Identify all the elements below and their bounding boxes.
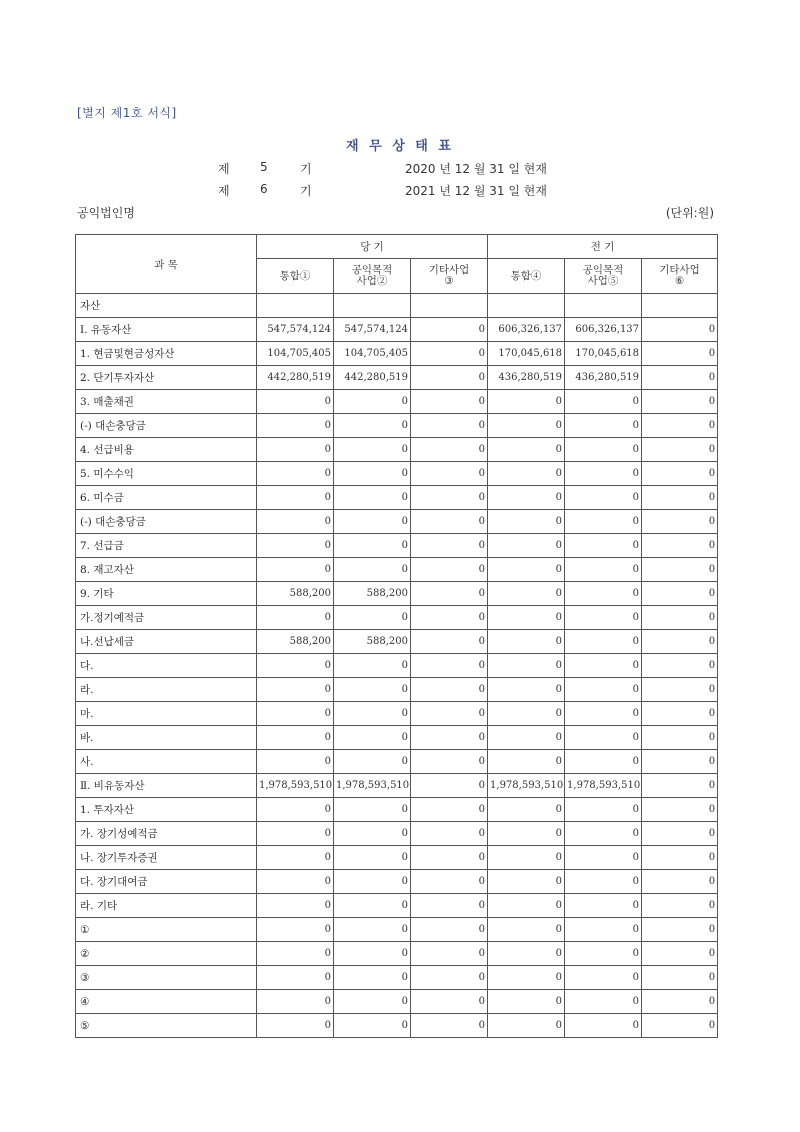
- table-row: [76, 294, 718, 318]
- amount-cell: 0: [411, 846, 488, 870]
- amount-cell: 0: [565, 822, 642, 846]
- table-row: [76, 726, 718, 750]
- amount-cell: 0: [642, 558, 718, 582]
- table-row: [76, 1014, 718, 1038]
- amount-cell: 0: [642, 846, 718, 870]
- col-header-line: 공익목적: [351, 264, 393, 276]
- amount-cell: 0: [642, 438, 718, 462]
- account-name: 자산: [76, 294, 257, 318]
- amount-cell: 104,705,405: [257, 342, 334, 366]
- amount-cell: 0: [257, 726, 334, 750]
- previous-period-header: 전 기: [488, 235, 718, 259]
- account-name: 다. 장기대여금: [76, 870, 257, 894]
- amount-cell: 0: [411, 966, 488, 990]
- amount-cell: 0: [488, 846, 565, 870]
- unit-label: (단위:원): [665, 206, 714, 220]
- table-row: [76, 486, 718, 510]
- amount-cell: 0: [565, 846, 642, 870]
- col-header-line: 통합①: [279, 269, 311, 282]
- amount-cell: 0: [488, 678, 565, 702]
- period-gi: 기: [300, 162, 312, 176]
- amount-cell: 0: [642, 318, 718, 342]
- amount-cell: 0: [257, 558, 334, 582]
- amount-cell: 442,280,519: [334, 366, 411, 390]
- amount-cell: 0: [411, 462, 488, 486]
- amount-cell: 0: [488, 438, 565, 462]
- amount-cell: 0: [642, 678, 718, 702]
- amount-cell: 588,200: [257, 582, 334, 606]
- entity-name-label: 공익법인명: [77, 206, 135, 220]
- form-label: [별지 제1호 서식]: [77, 106, 177, 120]
- amount-cell: 0: [411, 942, 488, 966]
- amount-cell: 0: [257, 870, 334, 894]
- account-name: ⑤: [76, 1014, 257, 1038]
- account-name: ②: [76, 942, 257, 966]
- amount-cell: 0: [488, 414, 565, 438]
- amount-cell: 0: [565, 582, 642, 606]
- table-row: [76, 438, 718, 462]
- amount-cell: 0: [565, 894, 642, 918]
- amount-cell: 0: [642, 918, 718, 942]
- amount-cell: 0: [642, 726, 718, 750]
- amount-cell: 0: [488, 606, 565, 630]
- amount-cell: 0: [642, 462, 718, 486]
- current-period-header: 당 기: [257, 235, 488, 259]
- amount-cell: 0: [642, 366, 718, 390]
- amount-cell: 0: [257, 990, 334, 1014]
- period-date: 2021 년 12 월 31 일 현재: [405, 184, 547, 198]
- amount-cell: 0: [334, 438, 411, 462]
- amount-cell: 0: [257, 654, 334, 678]
- amount-cell: 0: [257, 606, 334, 630]
- amount-cell: 588,200: [334, 630, 411, 654]
- amount-cell: 0: [565, 486, 642, 510]
- amount-cell: 0: [565, 606, 642, 630]
- amount-cell: 0: [565, 654, 642, 678]
- amount-cell: 436,280,519: [488, 366, 565, 390]
- account-name: 2. 단기투자자산: [76, 366, 257, 390]
- account-name: Ⅱ. 비유동자산: [76, 774, 257, 798]
- amount-cell: 0: [257, 798, 334, 822]
- amount-cell: 0: [411, 798, 488, 822]
- amount-cell: 0: [411, 918, 488, 942]
- amount-cell: 0: [257, 390, 334, 414]
- amount-cell: 0: [257, 942, 334, 966]
- amount-cell: 606,326,137: [565, 318, 642, 342]
- item-header: 과 목: [76, 235, 257, 294]
- amount-cell: 588,200: [257, 630, 334, 654]
- amount-cell: 0: [334, 750, 411, 774]
- account-name: 다.: [76, 654, 257, 678]
- account-name: 나. 장기투자증권: [76, 846, 257, 870]
- period-row-1: [0, 160, 800, 176]
- amount-cell: 0: [488, 918, 565, 942]
- amount-cell: 0: [411, 750, 488, 774]
- table-row: [76, 918, 718, 942]
- amount-cell: 0: [334, 654, 411, 678]
- amount-cell: 0: [642, 774, 718, 798]
- amount-cell: 606,326,137: [488, 318, 565, 342]
- col-header-other-previous: [642, 259, 718, 294]
- amount-cell: 0: [411, 342, 488, 366]
- amount-cell: 0: [411, 486, 488, 510]
- amount-cell: 0: [411, 438, 488, 462]
- amount-cell: 0: [488, 558, 565, 582]
- amount-cell: 0: [411, 990, 488, 1014]
- table-row: [76, 510, 718, 534]
- col-header-line: 기타사업: [659, 264, 700, 276]
- account-name: 사.: [76, 750, 257, 774]
- amount-cell: 0: [565, 414, 642, 438]
- amount-cell: 0: [642, 414, 718, 438]
- amount-cell: 0: [565, 990, 642, 1014]
- amount-cell: 0: [334, 894, 411, 918]
- amount-cell: [257, 294, 334, 318]
- col-header-total-current: [257, 259, 334, 294]
- col-header-line: ⑥: [674, 275, 685, 287]
- amount-cell: 0: [642, 870, 718, 894]
- amount-cell: 0: [565, 966, 642, 990]
- table-row: [76, 390, 718, 414]
- balance-sheet-table: [75, 234, 718, 1038]
- amount-cell: 0: [642, 510, 718, 534]
- amount-cell: 0: [488, 390, 565, 414]
- amount-cell: 0: [488, 822, 565, 846]
- amount-cell: 0: [334, 510, 411, 534]
- amount-cell: [488, 294, 565, 318]
- amount-cell: 0: [257, 486, 334, 510]
- amount-cell: 0: [565, 678, 642, 702]
- table-row: [76, 798, 718, 822]
- account-name: ③: [76, 966, 257, 990]
- amount-cell: [334, 294, 411, 318]
- amount-cell: 0: [257, 846, 334, 870]
- amount-cell: 0: [565, 558, 642, 582]
- amount-cell: 1,978,593,510: [565, 774, 642, 798]
- table-row: [76, 966, 718, 990]
- amount-cell: 0: [411, 534, 488, 558]
- account-name: 라.: [76, 678, 257, 702]
- amount-cell: 0: [411, 582, 488, 606]
- amount-cell: 0: [565, 390, 642, 414]
- amount-cell: 0: [257, 510, 334, 534]
- amount-cell: 0: [411, 702, 488, 726]
- amount-cell: 0: [488, 534, 565, 558]
- account-name: 가. 장기성예적금: [76, 822, 257, 846]
- col-header-line: ③: [444, 275, 454, 287]
- amount-cell: 0: [565, 918, 642, 942]
- amount-cell: [565, 294, 642, 318]
- amount-cell: 0: [257, 894, 334, 918]
- amount-cell: 436,280,519: [565, 366, 642, 390]
- table-row: [76, 606, 718, 630]
- amount-cell: 0: [257, 918, 334, 942]
- amount-cell: 442,280,519: [257, 366, 334, 390]
- amount-cell: 0: [257, 1014, 334, 1038]
- period-number: 6: [260, 182, 268, 196]
- amount-cell: 0: [411, 894, 488, 918]
- amount-cell: 1,978,593,510: [334, 774, 411, 798]
- amount-cell: 0: [642, 606, 718, 630]
- table-row: [76, 366, 718, 390]
- amount-cell: 0: [565, 438, 642, 462]
- amount-cell: [411, 294, 488, 318]
- amount-cell: 0: [334, 702, 411, 726]
- amount-cell: 0: [334, 990, 411, 1014]
- col-header-line: 사업②: [356, 275, 388, 287]
- account-name: 7. 선급금: [76, 534, 257, 558]
- account-name: Ⅰ. 유동자산: [76, 318, 257, 342]
- account-name: 9. 기타: [76, 582, 257, 606]
- table-row: [76, 654, 718, 678]
- amount-cell: 0: [334, 486, 411, 510]
- amount-cell: 0: [257, 750, 334, 774]
- amount-cell: 0: [257, 438, 334, 462]
- period-je: 제: [218, 184, 230, 198]
- amount-cell: 0: [257, 414, 334, 438]
- amount-cell: 1,978,593,510: [257, 774, 334, 798]
- account-name: 가.정기예적금: [76, 606, 257, 630]
- amount-cell: 0: [334, 390, 411, 414]
- col-header-line: 사업⑤: [587, 275, 619, 287]
- amount-cell: 0: [488, 750, 565, 774]
- amount-cell: 0: [488, 630, 565, 654]
- amount-cell: 0: [334, 1014, 411, 1038]
- account-name: 5. 미수수익: [76, 462, 257, 486]
- amount-cell: 0: [257, 702, 334, 726]
- period-je: 제: [218, 162, 230, 176]
- account-name: 4. 선급비용: [76, 438, 257, 462]
- account-name: ④: [76, 990, 257, 1014]
- amount-cell: 0: [257, 822, 334, 846]
- amount-cell: 0: [642, 342, 718, 366]
- table-row: [76, 318, 718, 342]
- amount-cell: 0: [411, 678, 488, 702]
- amount-cell: 0: [334, 534, 411, 558]
- amount-cell: 0: [411, 318, 488, 342]
- col-header-line: 기타사업: [428, 264, 470, 276]
- table-row: [76, 774, 718, 798]
- amount-cell: 0: [257, 966, 334, 990]
- amount-cell: 0: [488, 942, 565, 966]
- amount-cell: 0: [411, 414, 488, 438]
- amount-cell: 0: [411, 606, 488, 630]
- amount-cell: 0: [642, 942, 718, 966]
- table-row: [76, 894, 718, 918]
- amount-cell: 170,045,618: [488, 342, 565, 366]
- amount-cell: 0: [334, 798, 411, 822]
- amount-cell: 0: [642, 966, 718, 990]
- amount-cell: 0: [334, 942, 411, 966]
- amount-cell: 0: [411, 630, 488, 654]
- amount-cell: 0: [642, 822, 718, 846]
- amount-cell: 0: [334, 870, 411, 894]
- table-row: [76, 702, 718, 726]
- account-name: 바.: [76, 726, 257, 750]
- amount-cell: 0: [642, 798, 718, 822]
- table-row: [76, 582, 718, 606]
- amount-cell: 0: [642, 750, 718, 774]
- amount-cell: 0: [334, 918, 411, 942]
- col-header-public-previous: [565, 259, 642, 294]
- table-row: [76, 870, 718, 894]
- account-name: 1. 투자자산: [76, 798, 257, 822]
- account-name: (-) 대손충당금: [76, 414, 257, 438]
- amount-cell: 0: [565, 630, 642, 654]
- amount-cell: 0: [334, 462, 411, 486]
- col-header-other-current: [411, 259, 488, 294]
- document-title: 재 무 상 태 표: [346, 139, 454, 154]
- amount-cell: 0: [488, 1014, 565, 1038]
- amount-cell: 0: [257, 462, 334, 486]
- amount-cell: 0: [334, 822, 411, 846]
- table-row: [76, 558, 718, 582]
- amount-cell: 0: [488, 462, 565, 486]
- table-row: [76, 342, 718, 366]
- period-number: 5: [260, 160, 268, 174]
- account-name: (-) 대손충당금: [76, 510, 257, 534]
- amount-cell: 0: [488, 486, 565, 510]
- table-row: [76, 822, 718, 846]
- account-name: 나.선납세금: [76, 630, 257, 654]
- table-row: [76, 942, 718, 966]
- amount-cell: 0: [257, 678, 334, 702]
- col-header-line: 공익목적: [582, 264, 624, 276]
- amount-cell: 0: [411, 558, 488, 582]
- account-name: 3. 매출채권: [76, 390, 257, 414]
- table-row: [76, 630, 718, 654]
- amount-cell: 0: [488, 870, 565, 894]
- amount-cell: 0: [642, 390, 718, 414]
- amount-cell: [642, 294, 718, 318]
- account-name: 6. 미수금: [76, 486, 257, 510]
- amount-cell: 0: [334, 558, 411, 582]
- amount-cell: 170,045,618: [565, 342, 642, 366]
- amount-cell: 0: [411, 822, 488, 846]
- amount-cell: 0: [642, 990, 718, 1014]
- period-gi: 기: [300, 184, 312, 198]
- amount-cell: 0: [565, 510, 642, 534]
- amount-cell: 0: [411, 774, 488, 798]
- amount-cell: 0: [488, 582, 565, 606]
- amount-cell: 0: [411, 510, 488, 534]
- amount-cell: 0: [565, 870, 642, 894]
- amount-cell: 547,574,124: [334, 318, 411, 342]
- amount-cell: 0: [565, 942, 642, 966]
- account-name: ①: [76, 918, 257, 942]
- table-row: [76, 462, 718, 486]
- amount-cell: 0: [488, 894, 565, 918]
- col-header-total-previous: [488, 259, 565, 294]
- amount-cell: 0: [565, 702, 642, 726]
- table-row: [76, 534, 718, 558]
- amount-cell: 0: [488, 990, 565, 1014]
- amount-cell: 0: [334, 726, 411, 750]
- amount-cell: 0: [411, 366, 488, 390]
- amount-cell: 0: [334, 606, 411, 630]
- table-row: [76, 750, 718, 774]
- amount-cell: 0: [488, 654, 565, 678]
- col-header-public-current: [334, 259, 411, 294]
- amount-cell: 0: [334, 414, 411, 438]
- amount-cell: 0: [565, 798, 642, 822]
- account-name: 1. 현금및현금성자산: [76, 342, 257, 366]
- amount-cell: 0: [488, 966, 565, 990]
- period-date: 2020 년 12 월 31 일 현재: [405, 162, 547, 176]
- amount-cell: 0: [488, 726, 565, 750]
- amount-cell: 0: [334, 846, 411, 870]
- amount-cell: 547,574,124: [257, 318, 334, 342]
- table-row: [76, 846, 718, 870]
- amount-cell: 0: [488, 702, 565, 726]
- amount-cell: 0: [642, 534, 718, 558]
- amount-cell: 0: [488, 798, 565, 822]
- amount-cell: 0: [642, 582, 718, 606]
- amount-cell: 0: [642, 630, 718, 654]
- account-name: 마.: [76, 702, 257, 726]
- amount-cell: 0: [642, 486, 718, 510]
- amount-cell: 0: [565, 1014, 642, 1038]
- amount-cell: 0: [642, 894, 718, 918]
- table-row: [76, 990, 718, 1014]
- amount-cell: 0: [642, 654, 718, 678]
- amount-cell: 588,200: [334, 582, 411, 606]
- amount-cell: 0: [565, 462, 642, 486]
- amount-cell: 0: [411, 726, 488, 750]
- amount-cell: 0: [411, 390, 488, 414]
- period-row-2: [0, 182, 800, 198]
- amount-cell: 0: [565, 534, 642, 558]
- amount-cell: 0: [642, 702, 718, 726]
- amount-cell: 0: [488, 510, 565, 534]
- amount-cell: 0: [565, 726, 642, 750]
- account-name: 8. 재고자산: [76, 558, 257, 582]
- table-body: [76, 294, 718, 1038]
- amount-cell: 0: [257, 534, 334, 558]
- col-header-line: 통합④: [510, 269, 542, 282]
- amount-cell: 0: [411, 870, 488, 894]
- amount-cell: 0: [334, 966, 411, 990]
- amount-cell: 1,978,593,510: [488, 774, 565, 798]
- amount-cell: 0: [334, 678, 411, 702]
- amount-cell: 104,705,405: [334, 342, 411, 366]
- amount-cell: 0: [411, 654, 488, 678]
- amount-cell: 0: [565, 750, 642, 774]
- account-name: 라. 기타: [76, 894, 257, 918]
- table-row: [76, 678, 718, 702]
- amount-cell: 0: [411, 1014, 488, 1038]
- amount-cell: 0: [642, 1014, 718, 1038]
- table-row: [76, 414, 718, 438]
